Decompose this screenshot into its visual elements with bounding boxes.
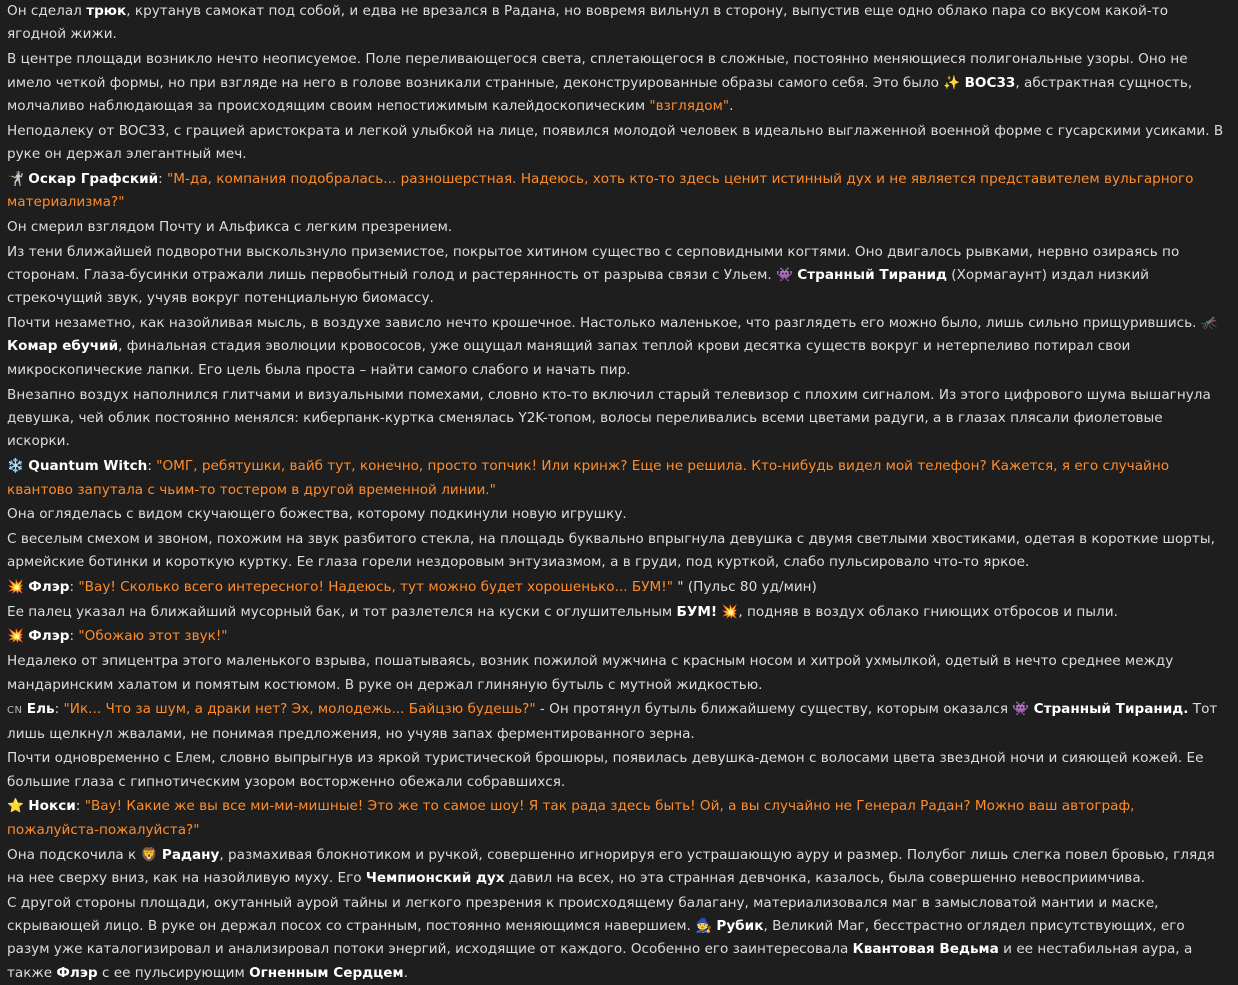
message-el-intro <box>7 650 1228 697</box>
bold-text: BOC33 <box>964 74 1016 91</box>
text-segment: В центре площади возникло нечто неописуемое. Поле переливающегося света, сплетающегося в сложные, постоянно меняющиеся полигональные узоры. Оно не имело четкой формы, но при взгляде на него в голове возникали странные, деконструированные образы самого себя. Это было <box>7 51 1188 91</box>
text-segment: , крутанув самокат под собой, и едва не врезался в Радана, но вовремя вильнул в сторону, выпустив еще одно облако пара со вкусом какой-то ягодной жижи. <box>7 3 1169 43</box>
emoji-icon: ⭐ <box>7 798 24 815</box>
quote-text: "М-да, компания подобралась... разношерстная. Надеюсь, хоть кто-то здесь ценит истинный дух и не является представителем вульгарного материализма?" <box>7 170 1194 211</box>
quote-text: "Ик... Что за шум, а драки нет? Эх, молодежь... Байцзю будешь?" <box>63 701 536 718</box>
text-segment: Она огляделась с видом скучающего божества, которому подкинули новую игрушку. <box>7 506 627 523</box>
emoji-icon: 🦁 <box>140 846 158 863</box>
quote-text: "ОМГ, ребятушки, вайб тут, конечно, просто топчик! Или кринж? Еще не решила. Кто-нибудь видел мой телефон? Кажется, я его случайно квантово запутала с чьим-то тостером в другой временной линии." <box>7 458 1170 498</box>
text-segment: - Он протянул бутыль ближайшему существу, которым оказался <box>535 701 1013 718</box>
text-segment: Она подскочила к <box>7 846 141 863</box>
text-segment: , Великий Маг, бесстрастно оглядел присутствующих, его разум уже каталогизировал и анализировал потоки энергий, исходящие от каждого. Особенно его заинтересовала <box>7 918 1185 958</box>
message-komar <box>7 312 1228 382</box>
quote-text: "Обожаю этот звук!" <box>78 628 228 645</box>
message-witch-intro <box>7 384 1228 454</box>
message-boc33 <box>7 48 1228 118</box>
message-oscar-line <box>7 168 1228 215</box>
text-segment: С другой стороны площади, окутанный аурой тайны и легкого презрения к происходящему балагану, материализовался маг в замысловатой мантии и маске, скрывающей лицо. В руке он держал посох со странным, постоянно меняющимся навершием. <box>7 894 1159 935</box>
text-segment: Тот лишь щелкнул жвалами, не понимая предложения, но учуяв запах ферментированного зерна. <box>7 701 1218 742</box>
emoji-icon: 👾 <box>1012 701 1030 718</box>
text-segment: давил на всех, но эта странная девчонка, казалось, была совершенно невосприимчива. <box>504 869 1145 886</box>
emoji-icon: 💥 <box>7 579 24 596</box>
emoji-icon: 💥 <box>721 603 739 620</box>
text-segment: Внезапно воздух наполнился глитчами и визуальными помехами, словно кто-то включил старый телевизор с плохим сигналом. Из этого цифрового шума вышагнула девушка, чей облик постоянно менялся: киберпанк-куртка сменялась Y2K-топом, волосы переливались всеми цветами радуги, а в глазах плясали фиолетовые искорки. <box>7 386 1211 450</box>
emoji-icon: 💥 <box>7 628 24 645</box>
quote-text: "Вау! Какие же вы все ми-ми-мишные! Это же то самое шоу! Я так рада здесь быть! Ой, а вы случайно не Генерал Радан? Можно ваш автограф, пожалуйста-пожалуйста?" <box>7 798 1135 838</box>
text-segment: Он сделал <box>7 3 87 19</box>
message-tyranid <box>7 241 1228 311</box>
bold-text: трюк <box>86 3 127 19</box>
bold-text: Комар ебучий <box>7 338 119 355</box>
bold-text: Флэр <box>28 579 70 596</box>
bold-text: Флэр <box>56 964 98 981</box>
text-segment: и ее нестабильная аура, а также <box>7 941 1193 981</box>
message-noxy-intro <box>7 747 1228 794</box>
text-segment: , абстрактная сущность, молчаливо наблюдающая за происходящим своим непостижимым калейдоскопическим <box>7 74 1193 114</box>
bold-text: Квантовая Ведьма <box>852 941 999 958</box>
emoji-icon: ❄️ <box>7 458 24 475</box>
text-segment: с ее пульсирующим <box>97 964 250 981</box>
bold-text: Радану <box>161 846 220 863</box>
bold-text: Нокси <box>28 798 76 815</box>
text-segment: : <box>75 798 85 815</box>
bold-text: Флэр <box>28 628 70 645</box>
text-segment: . <box>729 97 734 114</box>
message-noxy-radan <box>7 844 1228 891</box>
message-el-line <box>7 698 1228 746</box>
text-segment: Недалеко от эпицентра этого маленького взрыва, пошатываясь, возник пожилой мужчина с красным носом и хитрой ухмылкой, одетый в нечто среднее между мандаринским халатом и помятым костюмом. В руке он держал глиняную бутыль с мутной жидкостью. <box>7 653 1174 693</box>
bold-text: Странный Тиранид <box>797 266 947 283</box>
message-fler-boom <box>7 601 1228 624</box>
bold-text: Огненным Сердцем <box>249 964 404 981</box>
message-witch-line <box>7 455 1228 502</box>
text-segment: С веселым смехом и звоном, похожим на звук разбитого стекла, на площадь буквально впрыгнула девушка с двумя светлыми хвостиками, одетая в короткие шорты, армейские ботинки и короткую куртку. Ее глаза горели нездоровым энтузиазмом, а в груди, под курткой, слабо пульсировало что-то яркое. <box>7 530 1215 571</box>
text-segment: , финальная стадия эволюции кровососов, уже ощущал манящий запах теплой крови десятка существ вокруг и нетерпеливо потирал свои микроскопические лапки. Его цель была проста – найти самого слабого и начать пир. <box>7 338 1131 378</box>
bold-text: БУМ! <box>676 603 718 620</box>
text-segment: (Хормагаунт) издал низкий стрекочущий звук, учуяв вокруг потенциальную биомассу. <box>7 266 1150 307</box>
emoji-icon: 🦟 <box>1200 315 1218 332</box>
bold-text: Чемпионский дух <box>365 869 505 886</box>
message-witch-look <box>7 503 1228 526</box>
text-segment: Почти незаметно, как назойливая мысль, в воздухе зависло нечто крошечное. Настолько маленькое, что разглядеть его можно было, лишь сильно прищурившись. <box>7 315 1201 332</box>
bold-text: Оскар Графский <box>28 170 159 187</box>
text-segment: , размахивая блокнотиком и ручкой, совершенно игнорируя его устрашающую ауру и размер. Полубог лишь слегка повел бровью, глядя на нее сверху вниз, как на назойливую муху. Его <box>7 846 1215 886</box>
bold-text: Рубик <box>716 918 764 935</box>
text-segment: " (Пульс 80 уд/мин) <box>672 579 817 596</box>
text-segment: Неподалеку от BOC33, с грацией аристократа и легкой улыбкой на лице, появился молодой человек в идеально выглаженной военной форме с гусарскими усиками. В руке он держал элегантный меч. <box>7 122 1224 163</box>
text-segment: : <box>158 170 168 187</box>
text-segment: Из тени ближайшей подворотни выскользнуло приземистое, покрытое хитином существо с серповидными когтями. Оно двигалось рывками, нервно озираясь по сторонам. Глаза-бусинки отражали лишь первобытный голод и растерянность от разрыва связи с Ульем. <box>7 243 1180 283</box>
text-segment: Ее палец указал на ближайший мусорный бак, и тот разлетелся на куски с оглушительным <box>7 603 677 620</box>
text-segment: , подняв в воздух облако гниющих отбросов и пыли. <box>738 603 1118 620</box>
text-segment: : <box>69 579 79 596</box>
text-segment: : <box>54 701 64 718</box>
emoji-icon: ✨ <box>943 74 961 91</box>
bold-text: Quantum Witch <box>28 458 148 475</box>
text-segment: : <box>147 458 157 475</box>
emoji-icon: 🤺 <box>7 170 24 187</box>
text-segment: . <box>403 964 408 981</box>
message-fler-intro <box>7 528 1228 575</box>
bold-text: Ель <box>26 701 55 718</box>
text-segment: Почти одновременно с Елем, словно выпрыгнув из яркой туристической брошюры, появилась девушка-демон с волосами цвета звездной ночи и сияющей кожей. Ее большие глаза с гипнотическим узором восторженно обежали собравшихся. <box>7 750 1204 790</box>
text-segment: Он смерил взглядом Почту и Альфикса с легким презрением. <box>7 218 453 235</box>
flag-tag: CN <box>7 705 23 717</box>
message-trick <box>7 0 1228 47</box>
message-rubik <box>7 892 1228 985</box>
bold-text: Странный Тиранид. <box>1033 701 1189 718</box>
message-fler-line1 <box>7 576 1228 599</box>
message-oscar-intro <box>7 120 1228 167</box>
emoji-icon: 🧙 <box>695 918 713 935</box>
text-segment: : <box>69 628 79 645</box>
message-oscar-look <box>7 216 1228 239</box>
message-noxy-line <box>7 795 1228 842</box>
quote-text: "Вау! Сколько всего интересного! Надеюсь, тут можно будет хорошенько... БУМ!" <box>78 579 673 596</box>
emoji-icon: 👾 <box>776 266 793 283</box>
message-fler-line2 <box>7 625 1228 648</box>
quote-text: "взглядом" <box>649 97 730 114</box>
